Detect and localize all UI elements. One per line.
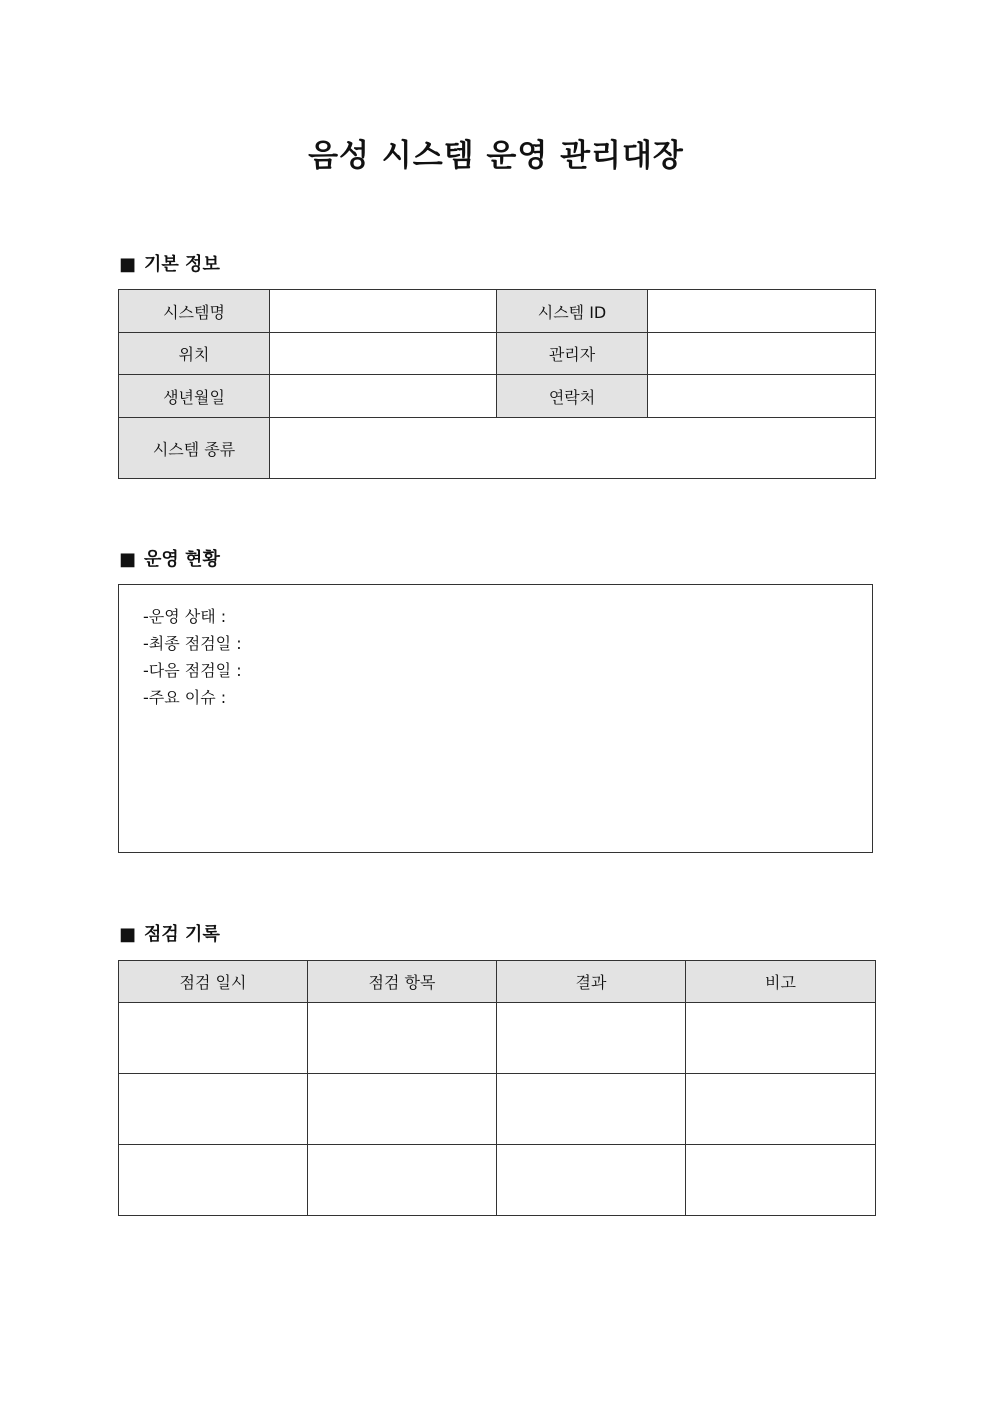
log-cell-item[interactable] [308,1003,497,1074]
square-bullet-icon: ■ [119,254,137,275]
inspection-log-heading-label: 점검 기록 [144,924,220,945]
log-cell-result[interactable] [497,1074,686,1145]
log-cell-result[interactable] [497,1145,686,1216]
basic-info-table [118,289,876,479]
birthdate-value[interactable] [270,375,497,418]
table-row [119,1074,876,1145]
system-type-label: 시스템 종류 [119,418,270,479]
log-cell-date[interactable] [119,1145,308,1216]
document-title: 음성 시스템 운영 관리대장 [308,138,684,174]
inspection-log-table [118,960,876,1216]
column-header-item: 점검 항목 [308,961,497,1003]
birthdate-label: 생년월일 [119,375,270,418]
table-row [119,1145,876,1216]
contact-label: 연락처 [497,375,648,418]
operation-status-heading [119,547,220,573]
system-name-value[interactable] [270,290,497,333]
inspection-log-heading [119,922,220,948]
square-bullet-icon: ■ [119,924,137,945]
table-row [119,375,876,418]
major-issues-line: -주요 이슈 : [143,688,227,707]
system-id-value[interactable] [648,290,876,333]
log-cell-remarks[interactable] [686,1145,876,1216]
table-row [119,1003,876,1074]
table-row [119,290,876,333]
operation-state-line: -운영 상태 : [143,607,227,626]
basic-info-heading [119,252,220,278]
log-cell-remarks[interactable] [686,1074,876,1145]
manager-value[interactable] [648,333,876,375]
table-header-row [119,961,876,1003]
log-cell-item[interactable] [308,1145,497,1216]
column-header-date: 점검 일시 [119,961,308,1003]
system-id-label: 시스템 ID [497,290,648,333]
operation-status-box[interactable] [118,584,873,853]
last-inspection-line: -최종 점검일 : [143,634,242,653]
contact-value[interactable] [648,375,876,418]
table-row [119,418,876,479]
table-row [119,333,876,375]
location-value[interactable] [270,333,497,375]
log-cell-date[interactable] [119,1003,308,1074]
manager-label: 관리자 [497,333,648,375]
log-cell-remarks[interactable] [686,1003,876,1074]
system-name-label: 시스템명 [119,290,270,333]
location-label: 위치 [119,333,270,375]
log-cell-item[interactable] [308,1074,497,1145]
basic-info-heading-label: 기본 정보 [144,254,220,275]
operation-status-heading-label: 운영 현황 [144,549,220,570]
log-cell-result[interactable] [497,1003,686,1074]
log-cell-date[interactable] [119,1074,308,1145]
next-inspection-line: -다음 점검일 : [143,661,242,680]
system-type-value[interactable] [270,418,876,479]
column-header-result: 결과 [497,961,686,1003]
square-bullet-icon: ■ [119,549,137,570]
column-header-remarks: 비고 [686,961,876,1003]
